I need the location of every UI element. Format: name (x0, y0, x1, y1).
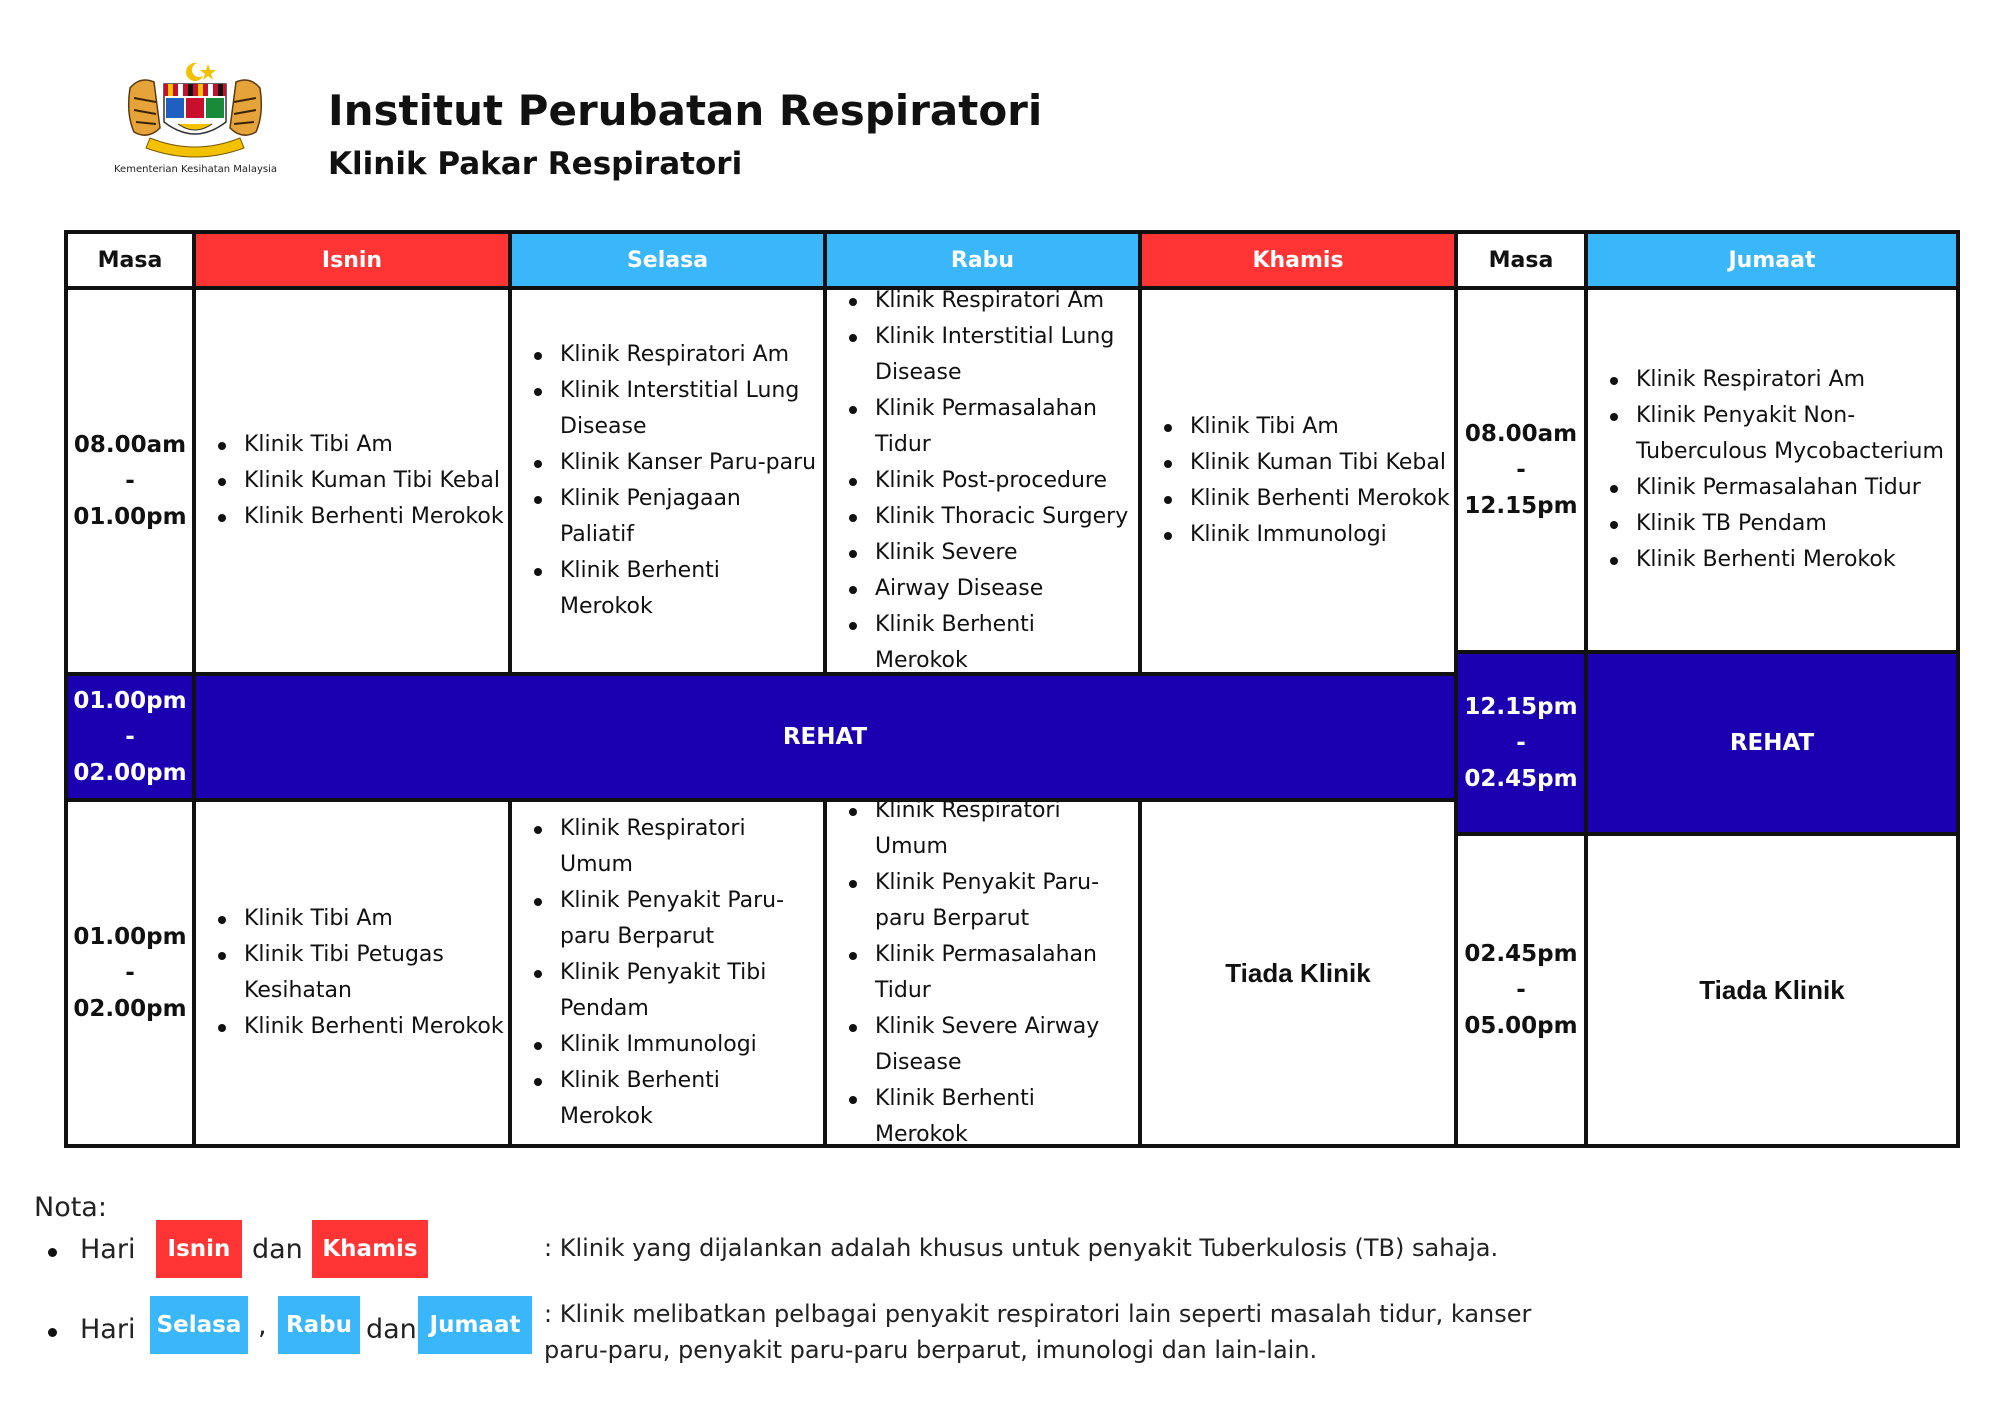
bullet-dot (48, 1328, 57, 1337)
header-masa-friday: Masa (1458, 234, 1584, 286)
clinic-item: Klinik Interstitial Lung Disease (875, 319, 1134, 391)
time-friday-afternoon: 02.45pm - 05.00pm (1458, 836, 1584, 1144)
clinic-item: Klinik Berhenti Merokok (875, 1081, 1134, 1153)
coat-of-arms-icon (120, 58, 270, 158)
clinic-item: Klinik Respiratori Am (560, 337, 819, 373)
clinic-list (875, 793, 1134, 1153)
cell-isnin-morning (196, 290, 508, 672)
notes-section (34, 1192, 1734, 1402)
clinic-item: Klinik Respiratori Umum (560, 811, 819, 883)
clinic-item: Klinik Respiratori Am (875, 283, 1134, 319)
cell-khamis-morning (1142, 290, 1454, 672)
clinic-item: Klinik Kuman Tibi Kebal (1190, 445, 1450, 481)
clinic-item: Klinik Tibi Am (244, 901, 504, 937)
clinic-item: Klinik Berhenti Merokok (560, 1063, 819, 1135)
note2-text-line2: paru-paru, penyakit paru-paru berparut, imunologi dan lain-lain. (544, 1336, 1318, 1364)
clinic-list (1190, 409, 1450, 553)
clinic-item: Klinik Permasalahan Tidur (875, 391, 1134, 463)
header-rabu: Rabu (827, 234, 1138, 286)
rest-banner: REHAT (196, 676, 1454, 798)
clinic-item: Klinik Penyakit Paru-paru Berparut (875, 865, 1134, 937)
clinic-item: Airway Disease (875, 571, 1134, 607)
header-khamis: Khamis (1142, 234, 1454, 286)
notes-label: Nota: (34, 1192, 107, 1223)
page-subtitle: Klinik Pakar Respiratori (328, 146, 743, 182)
clinic-item: Klinik Berhenti Merokok (1636, 542, 1952, 578)
header-masa: Masa (68, 234, 192, 286)
cell-jumaat-afternoon: Tiada Klinik (1588, 836, 1956, 1144)
time-friday-rest: 12.15pm - 02.45pm (1458, 654, 1584, 832)
friday-rest-banner: REHAT (1588, 654, 1956, 832)
cell-selasa-afternoon (512, 802, 823, 1144)
note2-text-line1: : Klinik melibatkan pelbagai penyakit respiratori lain seperti masalah tidur, kanser (544, 1300, 1532, 1328)
clinic-item: Klinik Severe (875, 535, 1134, 571)
time-friday-morning: 08.00am - 12.15pm (1458, 290, 1584, 650)
clinic-list (875, 283, 1134, 679)
crest-caption: Kementerian Kesihatan Malaysia (114, 164, 277, 175)
clinic-item: Klinik Kuman Tibi Kebal (244, 463, 504, 499)
clinic-list (560, 811, 819, 1135)
clinic-list (1636, 362, 1952, 578)
clinic-item: Klinik Berhenti Merokok (560, 553, 819, 625)
clinic-item: Klinik Berhenti Merokok (244, 1009, 504, 1045)
header-isnin: Isnin (196, 234, 508, 286)
note2-comma: , (258, 1310, 267, 1341)
note1-text: : Klinik yang dijalankan adalah khusus untuk penyakit Tuberkulosis (TB) sahaja. (544, 1234, 1499, 1262)
chip-selasa: Selasa (150, 1296, 248, 1354)
clinic-item: Klinik Penyakit Tibi Pendam (560, 955, 819, 1027)
clinic-item: Klinik Berhenti Merokok (1190, 481, 1450, 517)
clinic-list (244, 427, 504, 535)
clinic-item: Klinik Interstitial Lung Disease (560, 373, 819, 445)
clinic-item: Klinik Tibi Am (244, 427, 504, 463)
clinic-item: Klinik Berhenti Merokok (875, 607, 1134, 679)
clinic-timetable (64, 230, 1960, 1148)
clinic-item: Klinik Permasalahan Tidur (875, 937, 1134, 1009)
clinic-item: Klinik Kanser Paru-paru (560, 445, 819, 481)
chip-rabu: Rabu (278, 1296, 360, 1354)
chip-isnin: Isnin (156, 1220, 242, 1278)
cell-khamis-afternoon: Tiada Klinik (1142, 802, 1454, 1144)
cell-rabu-morning (827, 290, 1138, 672)
note1-prefix: Hari (80, 1234, 136, 1265)
clinic-item: Klinik Permasalahan Tidur (1636, 470, 1952, 506)
clinic-item: Klinik Tibi Am (1190, 409, 1450, 445)
clinic-item: Klinik Severe Airway Disease (875, 1009, 1134, 1081)
page-title: Institut Perubatan Respiratori (328, 86, 1043, 135)
cell-selasa-morning (512, 290, 823, 672)
time-rest: 01.00pm - 02.00pm (68, 676, 192, 798)
cell-jumaat-morning (1588, 290, 1956, 650)
header-jumaat: Jumaat (1588, 234, 1956, 286)
bullet-dot (48, 1248, 57, 1257)
clinic-item: Klinik Respiratori Am (1636, 362, 1952, 398)
cell-isnin-afternoon (196, 802, 508, 1144)
clinic-item: Klinik TB Pendam (1636, 506, 1952, 542)
cell-rabu-afternoon (827, 798, 1138, 1147)
clinic-item: Klinik Respiratori Umum (875, 793, 1134, 865)
note1-conj: dan (252, 1234, 303, 1265)
chip-khamis: Khamis (312, 1220, 428, 1278)
header-selasa: Selasa (512, 234, 823, 286)
ministry-crest (108, 58, 283, 186)
clinic-item: Klinik Thoracic Surgery (875, 499, 1134, 535)
chip-jumaat: Jumaat (418, 1296, 532, 1354)
clinic-item: Klinik Immunologi (1190, 517, 1450, 553)
time-morning: 08.00am - 01.00pm (68, 290, 192, 672)
clinic-list (244, 901, 504, 1045)
clinic-item: Klinik Immunologi (560, 1027, 819, 1063)
clinic-item: Klinik Penyakit Non-Tuberculous Mycobacterium (1636, 398, 1952, 470)
clinic-item: Klinik Penyakit Paru-paru Berparut (560, 883, 819, 955)
clinic-item: Klinik Post-procedure (875, 463, 1134, 499)
clinic-item: Klinik Penjagaan Paliatif (560, 481, 819, 553)
note2-prefix: Hari (80, 1314, 136, 1345)
clinic-item: Klinik Tibi Petugas Kesihatan (244, 937, 504, 1009)
clinic-item: Klinik Berhenti Merokok (244, 499, 504, 535)
note2-conj: dan (366, 1314, 417, 1345)
time-afternoon: 01.00pm - 02.00pm (68, 802, 192, 1144)
clinic-list (560, 337, 819, 625)
